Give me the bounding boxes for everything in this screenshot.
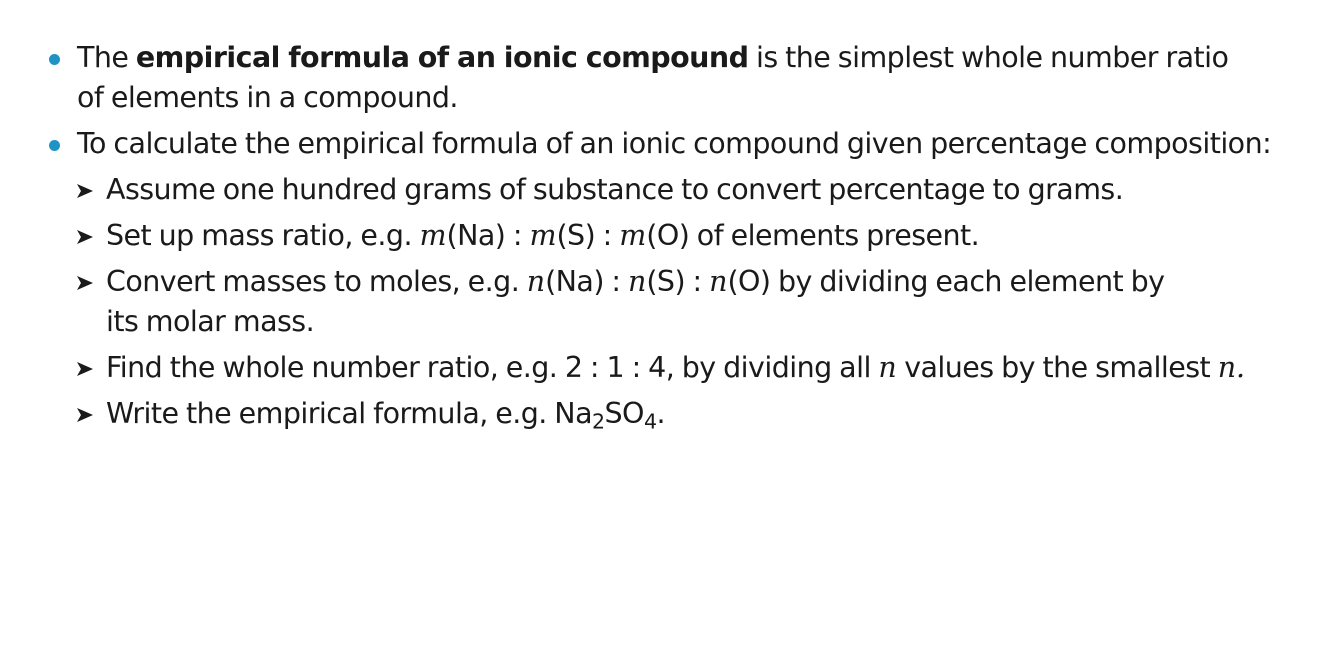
step-text: Set up mass ratio, e.g. m(Na) : m(S) : m(O) of elements present. [106, 219, 980, 252]
arrowhead-bullet-icon [76, 183, 94, 199]
arrowhead-bullet-icon [76, 407, 94, 423]
mass-variable: m [529, 219, 557, 252]
step-text: Convert masses to moles, e.g. n(Na) : n(S) : n(O) by dividing each element by its molar mass. [106, 265, 1165, 338]
bullet-text: The empirical formula of an ionic compound is the simplest whole number ratio of elements in a compound. [77, 41, 1229, 114]
bold-term: empirical formula of an ionic compound [135, 41, 749, 74]
bullet-text: To calculate the empirical formula of an ionic compound given percentage composition: [77, 127, 1272, 160]
step-item-convert-moles [0, 262, 1186, 342]
bullet-item-calculation-intro [0, 124, 1317, 164]
subscript: 4 [643, 409, 657, 434]
moles-variable: n [627, 265, 647, 298]
arrowhead-bullet-icon [76, 229, 94, 245]
step-item-write-formula [0, 394, 1334, 434]
arrowhead-bullet-icon [76, 275, 94, 291]
step-text: Assume one hundred grams of substance to convert percentage to grams. [106, 173, 1124, 206]
mass-variable: m [419, 219, 447, 252]
bullet-item-empirical-definition [0, 38, 1237, 118]
moles-variable: n [878, 351, 897, 384]
step-text: Find the whole number ratio, e.g. 2 : 1 : 4, by dividing all n values by the smallest n. [106, 351, 1246, 384]
moles-variable: n [526, 265, 546, 298]
bullet-list [0, 38, 1334, 440]
moles-variable: n [709, 265, 728, 298]
subscript: 2 [592, 409, 605, 434]
step-item-whole-number-ratio [0, 348, 1334, 388]
step-item-mass-ratio [0, 216, 1334, 256]
bullet-dot-icon [49, 54, 60, 65]
step-text: Write the empirical formula, e.g. $Na_2SO_4$. [106, 397, 665, 434]
step-item-assume-100g [0, 170, 1334, 210]
moles-variable: n. [1217, 351, 1246, 384]
arrowhead-bullet-icon [76, 361, 94, 377]
mass-variable: m [619, 219, 647, 252]
bullet-dot-icon [49, 140, 60, 151]
